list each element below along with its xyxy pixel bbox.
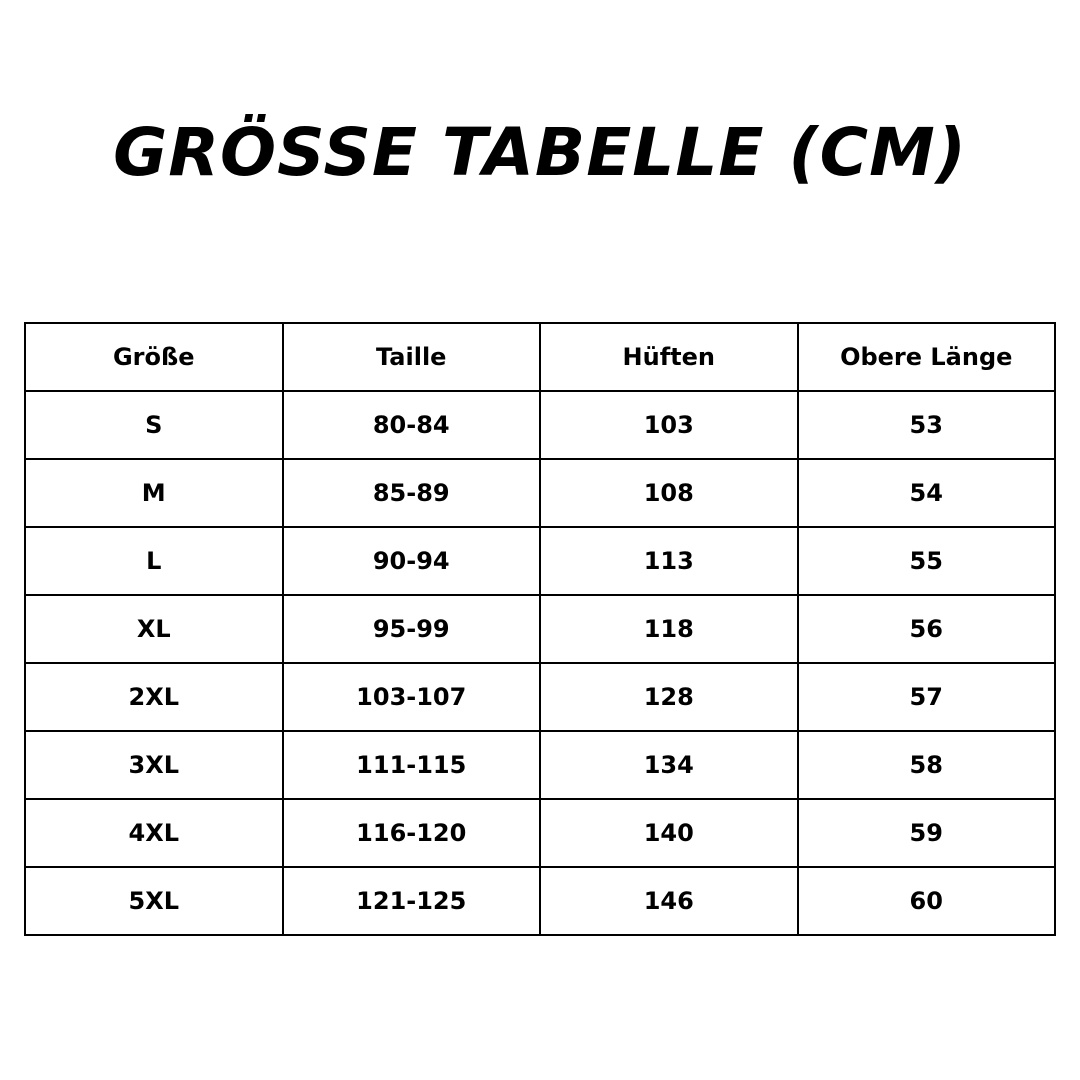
hips-cell: 113 [540, 527, 798, 595]
hips-cell: 108 [540, 459, 798, 527]
table-row [25, 595, 1055, 663]
size-table [24, 322, 1056, 936]
size-cell: M [25, 459, 283, 527]
table-body [25, 391, 1055, 935]
size-cell: S [25, 391, 283, 459]
waist-cell: 80-84 [283, 391, 541, 459]
hips-cell: 118 [540, 595, 798, 663]
header-cell-hips: Hüften [540, 323, 798, 391]
upper-length-cell: 60 [798, 867, 1056, 935]
upper-length-cell: 53 [798, 391, 1056, 459]
waist-cell: 85-89 [283, 459, 541, 527]
hips-cell: 134 [540, 731, 798, 799]
waist-cell: 103-107 [283, 663, 541, 731]
table-row [25, 459, 1055, 527]
size-cell: 4XL [25, 799, 283, 867]
hips-cell: 128 [540, 663, 798, 731]
upper-length-cell: 55 [798, 527, 1056, 595]
waist-cell: 111-115 [283, 731, 541, 799]
size-cell: 5XL [25, 867, 283, 935]
table-row [25, 731, 1055, 799]
header-row [25, 323, 1055, 391]
upper-length-cell: 56 [798, 595, 1056, 663]
page-title: GRÖSSE TABELLE (CM) [113, 114, 967, 191]
header-cell-waist: Taille [283, 323, 541, 391]
table-row [25, 391, 1055, 459]
upper-length-cell: 54 [798, 459, 1056, 527]
table-row [25, 799, 1055, 867]
table-row [25, 527, 1055, 595]
waist-cell: 121-125 [283, 867, 541, 935]
size-cell: XL [25, 595, 283, 663]
waist-cell: 95-99 [283, 595, 541, 663]
upper-length-cell: 59 [798, 799, 1056, 867]
size-cell: L [25, 527, 283, 595]
table-header [25, 323, 1055, 391]
hips-cell: 146 [540, 867, 798, 935]
upper-length-cell: 58 [798, 731, 1056, 799]
header-cell-size: Größe [25, 323, 283, 391]
waist-cell: 116-120 [283, 799, 541, 867]
size-cell: 3XL [25, 731, 283, 799]
header-cell-upper-length: Obere Länge [798, 323, 1056, 391]
size-cell: 2XL [25, 663, 283, 731]
hips-cell: 140 [540, 799, 798, 867]
table-row [25, 663, 1055, 731]
waist-cell: 90-94 [283, 527, 541, 595]
table-row [25, 867, 1055, 935]
upper-length-cell: 57 [798, 663, 1056, 731]
hips-cell: 103 [540, 391, 798, 459]
